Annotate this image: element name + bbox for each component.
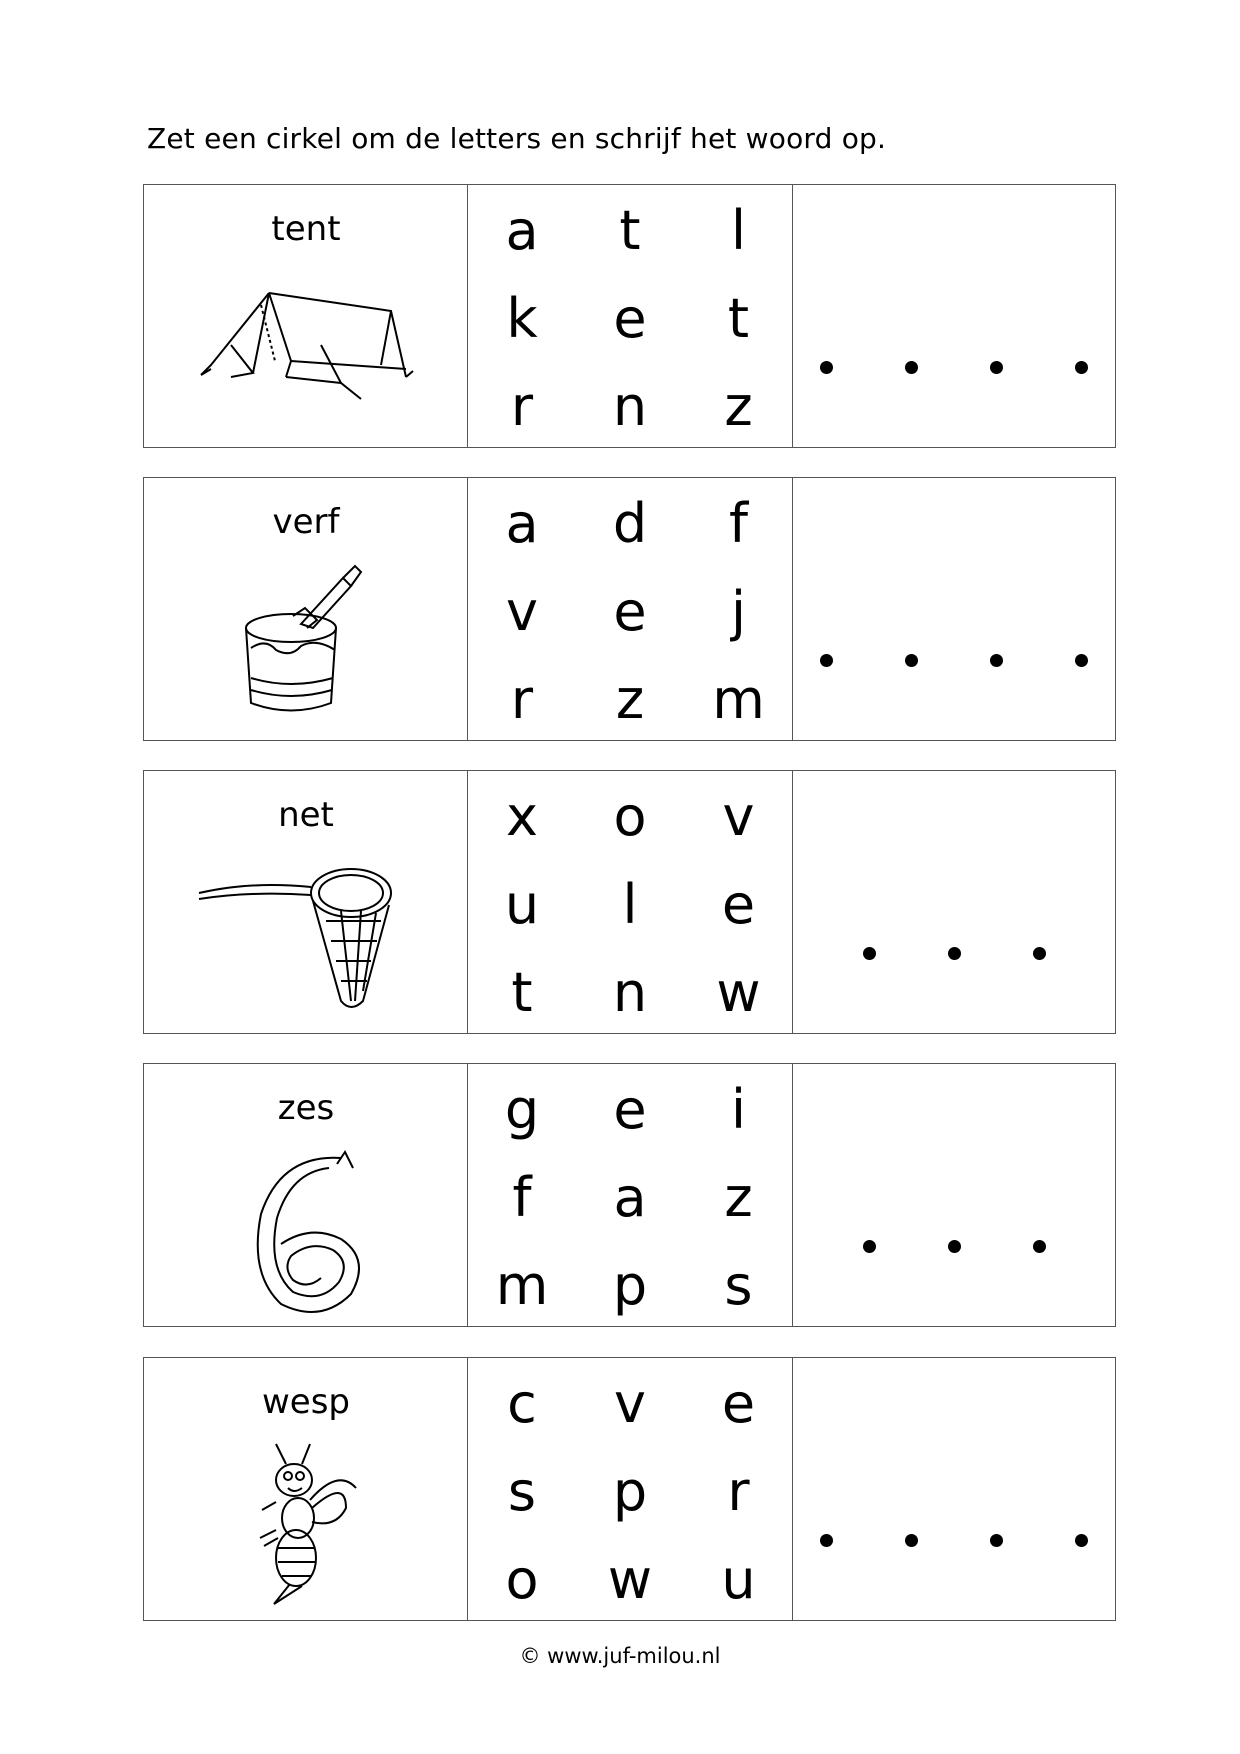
answer-slot-dot <box>905 654 918 667</box>
word-cell <box>144 185 468 447</box>
letter-option[interactable]: p <box>612 1254 648 1317</box>
letter-option[interactable]: v <box>614 1372 646 1435</box>
answer-slot-dot <box>1075 654 1088 667</box>
answer-slot-dot <box>820 361 833 374</box>
letter-option[interactable]: f <box>512 1166 532 1229</box>
word-cell <box>144 771 468 1033</box>
answer-slots <box>793 654 1115 667</box>
answer-cell[interactable] <box>793 478 1115 740</box>
answer-slot-dot <box>948 1240 961 1253</box>
wasp-icon <box>144 1438 468 1618</box>
answer-slot-dot <box>905 1534 918 1547</box>
letter-grid <box>468 185 793 447</box>
word-cell <box>144 1358 468 1620</box>
exercise-row <box>143 1357 1116 1621</box>
exercise-row <box>143 1063 1116 1327</box>
paint-bucket-icon <box>144 558 468 738</box>
answer-slots <box>793 361 1115 374</box>
answer-slot-dot <box>820 654 833 667</box>
letter-grid-cell <box>468 771 793 1033</box>
letter-grid <box>468 1358 793 1620</box>
letter-option[interactable]: a <box>505 492 539 555</box>
letter-option[interactable]: i <box>730 1078 746 1141</box>
letter-option[interactable]: r <box>727 1460 750 1523</box>
answer-slots <box>793 1534 1115 1547</box>
letter-option[interactable]: o <box>613 785 647 848</box>
word-cell <box>144 478 468 740</box>
exercise-row <box>143 477 1116 741</box>
letter-grid-cell <box>468 1064 793 1326</box>
number-six-icon <box>144 1144 468 1324</box>
target-word: zes <box>277 1088 335 1128</box>
letter-grid <box>468 1064 793 1326</box>
target-word: wesp <box>261 1382 351 1422</box>
letter-option[interactable]: m <box>712 668 765 731</box>
letter-option[interactable]: g <box>504 1078 540 1141</box>
target-word: verf <box>272 502 340 542</box>
butterfly-net-icon <box>144 851 468 1031</box>
letter-option[interactable]: l <box>622 873 638 936</box>
letter-option[interactable]: t <box>511 961 533 1024</box>
answer-cell[interactable] <box>793 771 1115 1033</box>
letter-option[interactable]: t <box>619 199 641 262</box>
letter-option[interactable]: u <box>721 1548 756 1611</box>
letter-option[interactable]: m <box>495 1254 549 1317</box>
exercise-row <box>143 770 1116 1034</box>
letter-option[interactable]: p <box>612 1460 648 1523</box>
letter-grid-cell <box>468 1358 793 1620</box>
letter-option[interactable]: d <box>612 492 648 555</box>
letter-option[interactable]: x <box>506 785 538 848</box>
letter-option[interactable]: e <box>613 287 647 350</box>
letter-option[interactable]: o <box>505 1548 539 1611</box>
answer-slots <box>793 1240 1115 1253</box>
answer-slot-dot <box>948 947 961 960</box>
target-word: net <box>278 795 334 835</box>
answer-slot-dot <box>1033 1240 1046 1253</box>
answer-cell[interactable] <box>793 185 1115 447</box>
answer-cell[interactable] <box>793 1358 1115 1620</box>
answer-slot-dot <box>863 1240 876 1253</box>
answer-slot-dot <box>1075 1534 1088 1547</box>
letter-option[interactable]: z <box>724 375 753 438</box>
answer-slot-dot <box>990 1534 1003 1547</box>
letter-option[interactable]: e <box>613 1078 647 1141</box>
letter-option[interactable]: k <box>506 287 538 350</box>
letter-option[interactable]: e <box>613 580 647 643</box>
letter-option[interactable]: z <box>724 1166 753 1229</box>
letter-option[interactable]: w <box>607 1548 653 1611</box>
answer-slot-dot <box>863 947 876 960</box>
letter-option[interactable]: n <box>612 375 648 438</box>
letter-option[interactable]: t <box>727 287 750 350</box>
tent-icon <box>144 265 468 445</box>
letter-option[interactable]: a <box>505 199 539 262</box>
letter-option[interactable]: z <box>615 668 645 731</box>
word-cell <box>144 1064 468 1326</box>
letter-option[interactable]: s <box>724 1254 753 1317</box>
letter-option[interactable]: c <box>507 1372 537 1435</box>
letter-option[interactable]: v <box>506 580 538 643</box>
answer-slots <box>793 947 1115 960</box>
answer-slot-dot <box>1075 361 1088 374</box>
letter-option[interactable]: e <box>721 1372 756 1435</box>
answer-slot-dot <box>820 1534 833 1547</box>
letter-option[interactable]: f <box>728 492 748 555</box>
letter-option[interactable]: s <box>507 1460 537 1523</box>
answer-cell[interactable] <box>793 1064 1115 1326</box>
letter-grid-cell <box>468 478 793 740</box>
target-word: tent <box>271 209 341 249</box>
answer-slot-dot <box>1033 947 1046 960</box>
instruction-text: Zet een cirkel om de letters en schrijf het woord op. <box>147 122 887 155</box>
answer-slot-dot <box>990 361 1003 374</box>
letter-option[interactable]: l <box>730 199 746 262</box>
letter-grid <box>468 771 793 1033</box>
letter-option[interactable]: v <box>722 785 755 848</box>
answer-slot-dot <box>905 361 918 374</box>
copyright-footer: © www.juf-milou.nl <box>519 1644 721 1668</box>
letter-grid <box>468 478 793 740</box>
letter-option[interactable]: r <box>510 375 534 438</box>
letter-grid-cell <box>468 185 793 447</box>
letter-option[interactable]: j <box>730 580 746 643</box>
letter-option[interactable]: r <box>510 668 534 731</box>
letter-option[interactable]: u <box>504 873 540 936</box>
exercise-row <box>143 184 1116 448</box>
letter-option[interactable]: a <box>613 1166 647 1229</box>
letter-option[interactable]: w <box>716 961 761 1024</box>
answer-slot-dot <box>990 654 1003 667</box>
letter-option[interactable]: e <box>721 873 756 936</box>
letter-option[interactable]: n <box>612 961 648 1024</box>
